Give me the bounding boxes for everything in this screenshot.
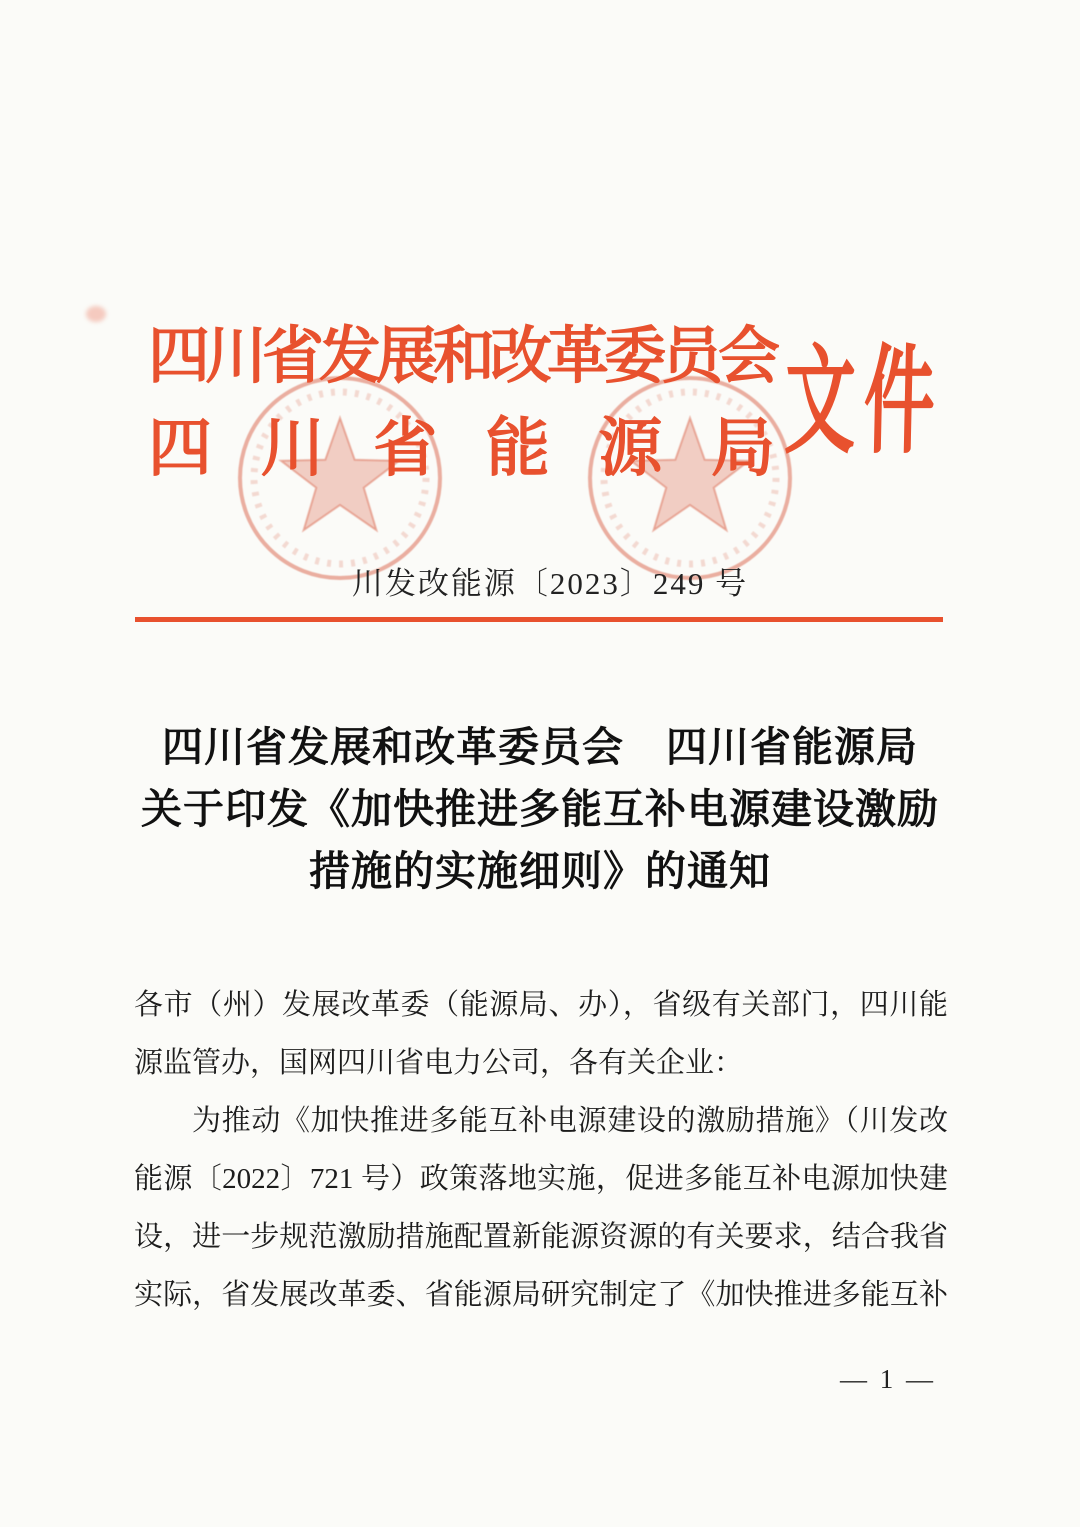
title-line: 措施的实施细则》的通知 bbox=[309, 848, 771, 894]
document-number: 川发改能源〔2023〕249 号 bbox=[351, 566, 749, 601]
org-name-line2-char: 川 bbox=[260, 413, 325, 484]
paragraph-line: 能源〔2022〕721 号）政策落地实施，促进多能互补电源加快建 bbox=[134, 1163, 948, 1195]
salutation-line: 各市（州）发展改革委（能源局、办），省级有关部门，四川能 bbox=[134, 989, 948, 1021]
title-line: 关于印发《加快推进多能互补电源建设激励 bbox=[141, 786, 939, 832]
org-name-line2 bbox=[148, 412, 775, 486]
paragraph-line: 为推动《加快推进多能互补电源建设的激励措施》（川发改 bbox=[192, 1105, 948, 1137]
page-number: — 1 — bbox=[840, 1364, 936, 1394]
paragraph-line: 设，进一步规范激励措施配置新能源资源的有关要求，结合我省 bbox=[134, 1221, 948, 1253]
org-name-line2-char: 省 bbox=[373, 413, 438, 484]
org-name-line1: 四川省发展和改革委员会 bbox=[148, 323, 776, 391]
paragraph-line: 实际，省发展改革委、省能源局研究制定了《加快推进多能互补 bbox=[134, 1279, 948, 1311]
scan-artifact bbox=[86, 306, 106, 322]
salutation-line: 源监管办，国网四川省电力公司，各有关企业： bbox=[134, 1047, 744, 1079]
org-name-line2-char: 局 bbox=[710, 413, 775, 484]
title-line: 四川省发展和改革委员会 四川省能源局 bbox=[162, 724, 918, 770]
document-title bbox=[0, 716, 1080, 902]
doc-type-label: 文件 bbox=[783, 337, 945, 468]
document-body bbox=[134, 976, 948, 1324]
org-name-line2-char: 能 bbox=[485, 413, 550, 484]
red-divider-line bbox=[135, 617, 943, 622]
org-name-line2-char: 四 bbox=[148, 413, 212, 484]
org-name-line2-char: 源 bbox=[598, 413, 663, 484]
